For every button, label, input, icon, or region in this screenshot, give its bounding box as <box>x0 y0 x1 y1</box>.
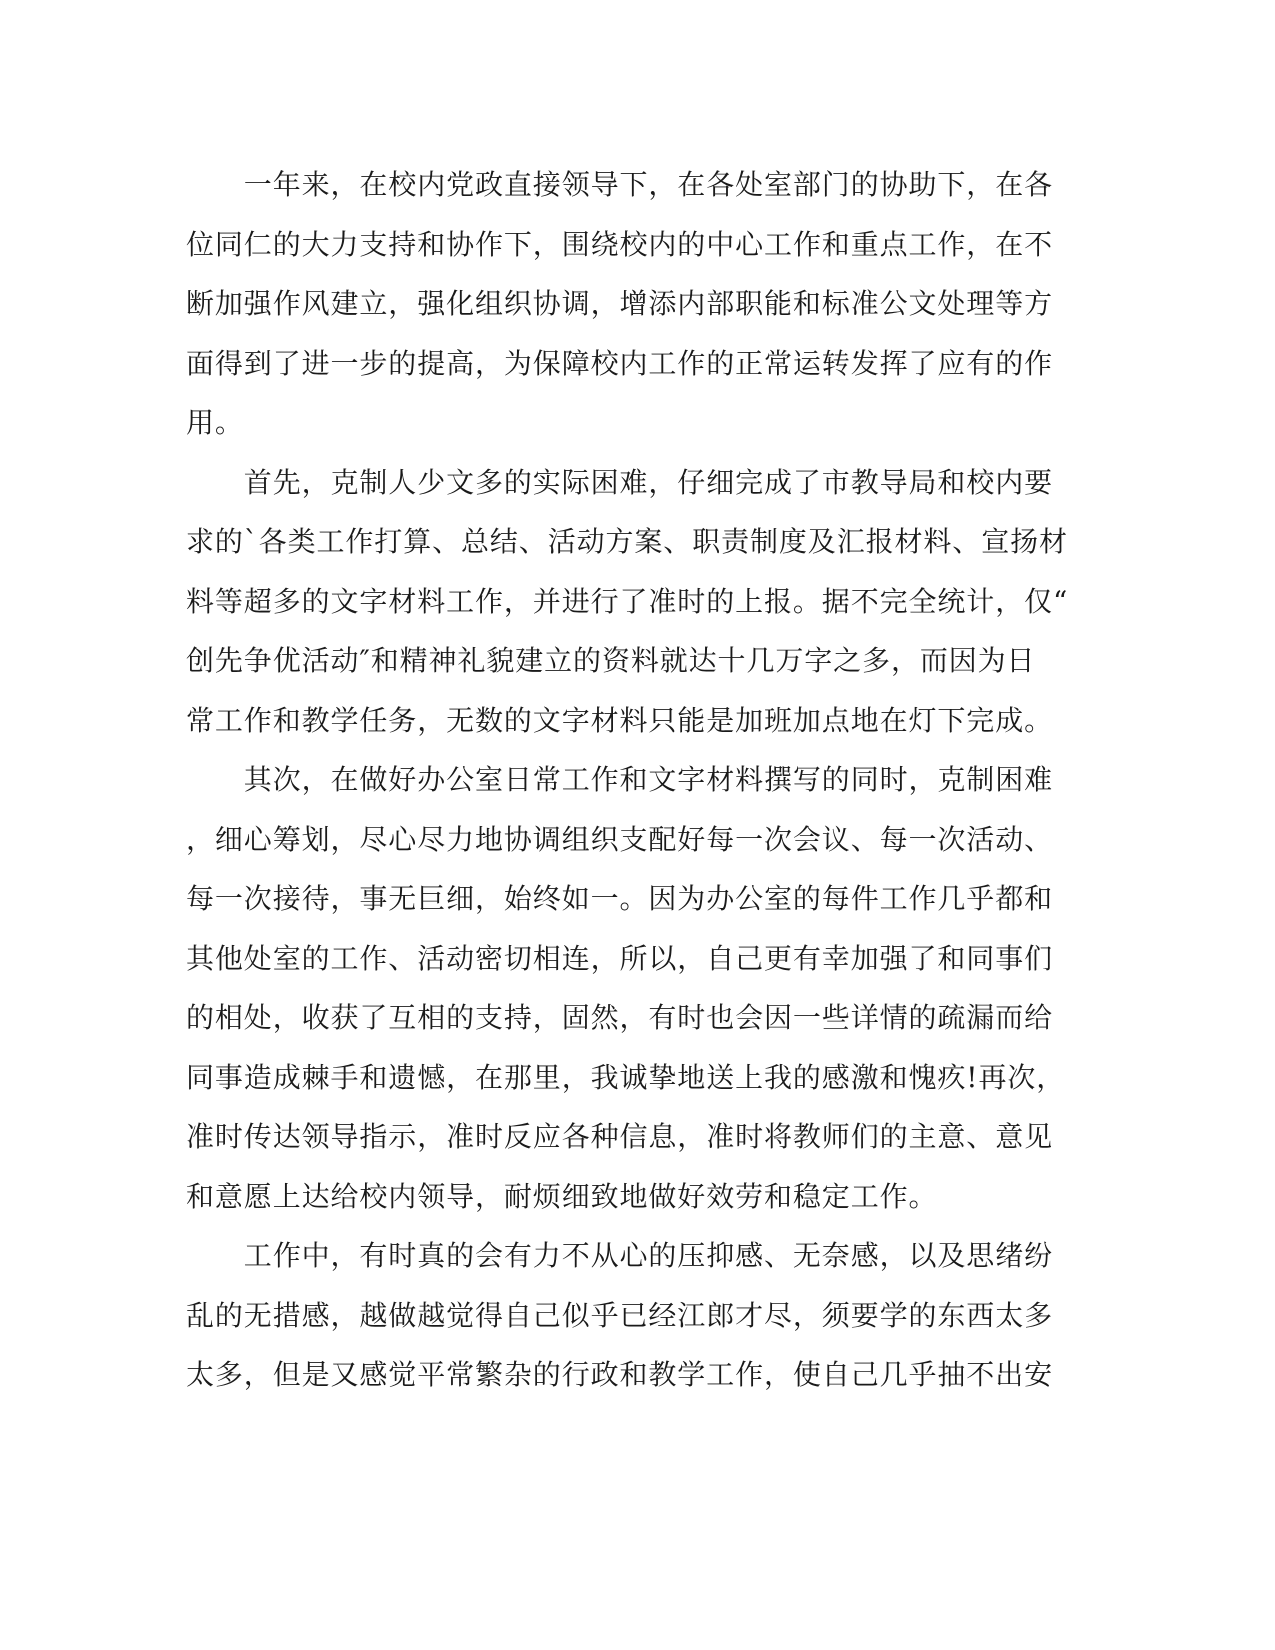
paragraph-4 <box>186 1226 1076 1405</box>
paragraph-3 <box>186 750 1076 1226</box>
text-line: 准时传达领导指示，准时反应各种信息，准时将教师们的主意、意见 <box>186 1120 1054 1153</box>
document-body <box>186 155 1076 1405</box>
text-line: 用。 <box>186 406 244 439</box>
text-line: 一年来，在校内党政直接领导下，在各处室部门的协助下，在各 <box>186 168 1054 201</box>
text-line: 乱的无措感，越做越觉得自己似乎已经江郎才尽，须要学的东西太多 <box>186 1298 1054 1332</box>
text-line: 每一次接待，事无巨细，始终如一。因为办公室的每件工作几乎都和 <box>186 882 1054 915</box>
paragraph-2 <box>186 453 1076 751</box>
text-line: 求的`各类工作打算、总结、活动方案、职责制度及汇报材料、宣扬材 <box>186 525 1068 558</box>
text-line: 和意愿上达给校内领导，耐烦细致地做好效劳和稳定工作。 <box>186 1179 938 1213</box>
text-line: 位同仁的大力支持和协作下，围绕校内的中心工作和重点工作，在不 <box>186 227 1054 261</box>
text-line: 料等超多的文字材料工作，并进行了准时的上报。据不完全统计，仅“ <box>186 584 1069 618</box>
text-line: 创先争优活动″和精神礼貌建立的资料就达十几万字之多，而因为日 <box>186 644 1036 677</box>
paragraph-1 <box>186 155 1076 453</box>
text-line: 断加强作风建立，强化组织协调，增添内部职能和标准公文处理等方 <box>186 287 1054 320</box>
text-line: 首先，克制人少文多的实际困难，仔细完成了市教导局和校内要 <box>186 465 1054 499</box>
text-line: 的相处，收获了互相的支持，固然，有时也会因一些详情的疏漏而给 <box>186 1001 1054 1034</box>
text-line: 太多，但是又感觉平常繁杂的行政和教学工作，使自己几乎抽不出安 <box>186 1358 1054 1391</box>
text-line: 面得到了进一步的提高，为保障校内工作的正常运转发挥了应有的作 <box>186 346 1054 380</box>
text-line: 工作中，有时真的会有力不从心的压抑感、无奈感，以及思绪纷 <box>186 1239 1054 1272</box>
text-line: ，细心筹划，尽心尽力地协调组织支配好每一次会议、每一次活动、 <box>186 822 1054 856</box>
text-line: 常工作和教学任务，无数的文字材料只能是加班加点地在灯下完成。 <box>186 703 1054 737</box>
text-line: 同事造成棘手和遗憾，在那里，我诚挚地送上我的感激和愧疚!再次， <box>186 1060 1066 1094</box>
text-line: 其他处室的工作、活动密切相连，所以，自己更有幸加强了和同事们 <box>186 941 1054 975</box>
text-line: 其次，在做好办公室日常工作和文字材料撰写的同时，克制困难 <box>186 763 1054 796</box>
